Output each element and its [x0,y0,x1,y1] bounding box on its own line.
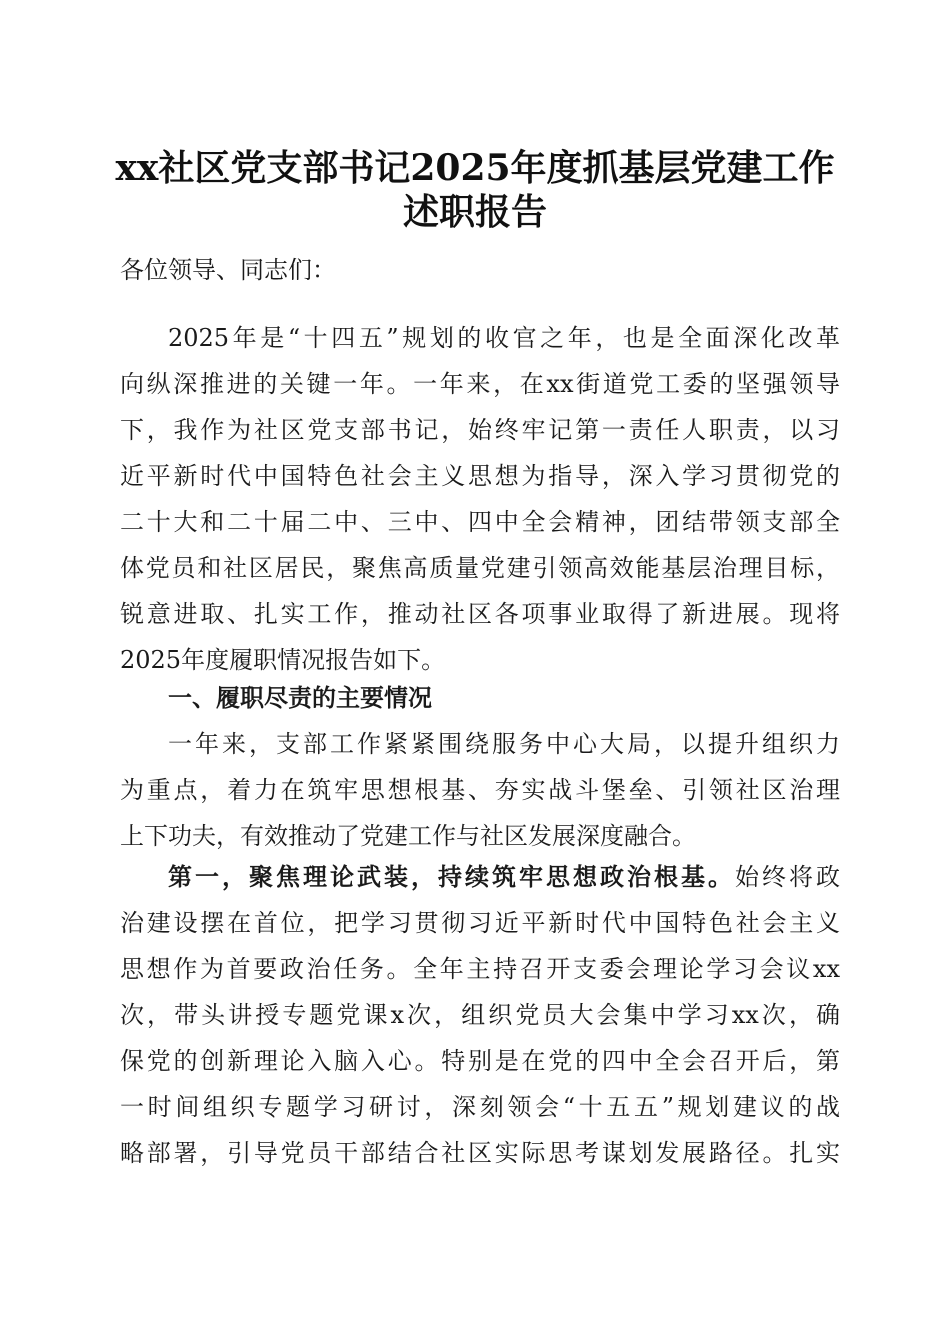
point1-line: 思想作为首要政治任务。全年主持召开支委会理论学习会议xx [120,955,840,983]
point1-first-rest: 始终将政 [735,863,840,891]
section1-line: 一年来，支部工作紧紧围绕服务中心大局，以提升组织力 [168,730,840,758]
intro-line: 2025年度履职情况报告如下。 [120,646,446,674]
point1-line: 治建设摆在首位，把学习贯彻习近平新时代中国特色社会主义 [120,909,840,937]
intro-line: 2025年是“十四五”规划的收官之年，也是全面深化改革 [168,324,840,352]
salutation: 各位领导、同志们： [120,256,336,284]
intro-line: 近平新时代中国特色社会主义思想为指导，深入学习贯彻党的 [120,462,840,490]
section-heading: 一、履职尽责的主要情况 [168,684,432,712]
intro-line: 向纵深推进的关键一年。一年来，在xx街道党工委的坚强领导 [120,370,840,398]
intro-line: 下，我作为社区党支部书记，始终牢记第一责任人职责，以习 [120,416,840,444]
point1-line: 一时间组织专题学习研讨，深刻领会“十五五”规划建议的战 [120,1093,840,1121]
document-title-line-2: 述职报告 [402,191,547,233]
point1-line: 次，带头讲授专题党课x次，组织党员大会集中学习xx次，确 [120,1001,840,1029]
intro-line: 锐意进取、扎实工作，推动社区各项事业取得了新进展。现将 [120,600,840,628]
intro-line: 二十大和二十届二中、三中、四中全会精神，团结带领支部全 [120,508,840,536]
section1-line: 为重点，着力在筑牢思想根基、夯实战斗堡垒、引领社区治理 [120,776,840,804]
point1-bold-lead: 第一，聚焦理论武装，持续筑牢思想政治根基。 [168,862,735,891]
point1-line: 略部署，引导党员干部结合社区实际思考谋划发展路径。扎实 [120,1139,840,1167]
point1-line: 保党的创新理论入脑入心。特别是在党的四中全会召开后，第 [120,1047,840,1075]
document-title-line-1: xx社区党支部书记2025年度抓基层党建工作 [115,147,835,189]
intro-line: 体党员和社区居民，聚焦高质量党建引领高效能基层治理目标， [120,554,840,582]
point1-first-line [168,862,840,892]
section1-line: 上下功夫，有效推动了党建工作与社区发展深度融合。 [120,822,696,850]
